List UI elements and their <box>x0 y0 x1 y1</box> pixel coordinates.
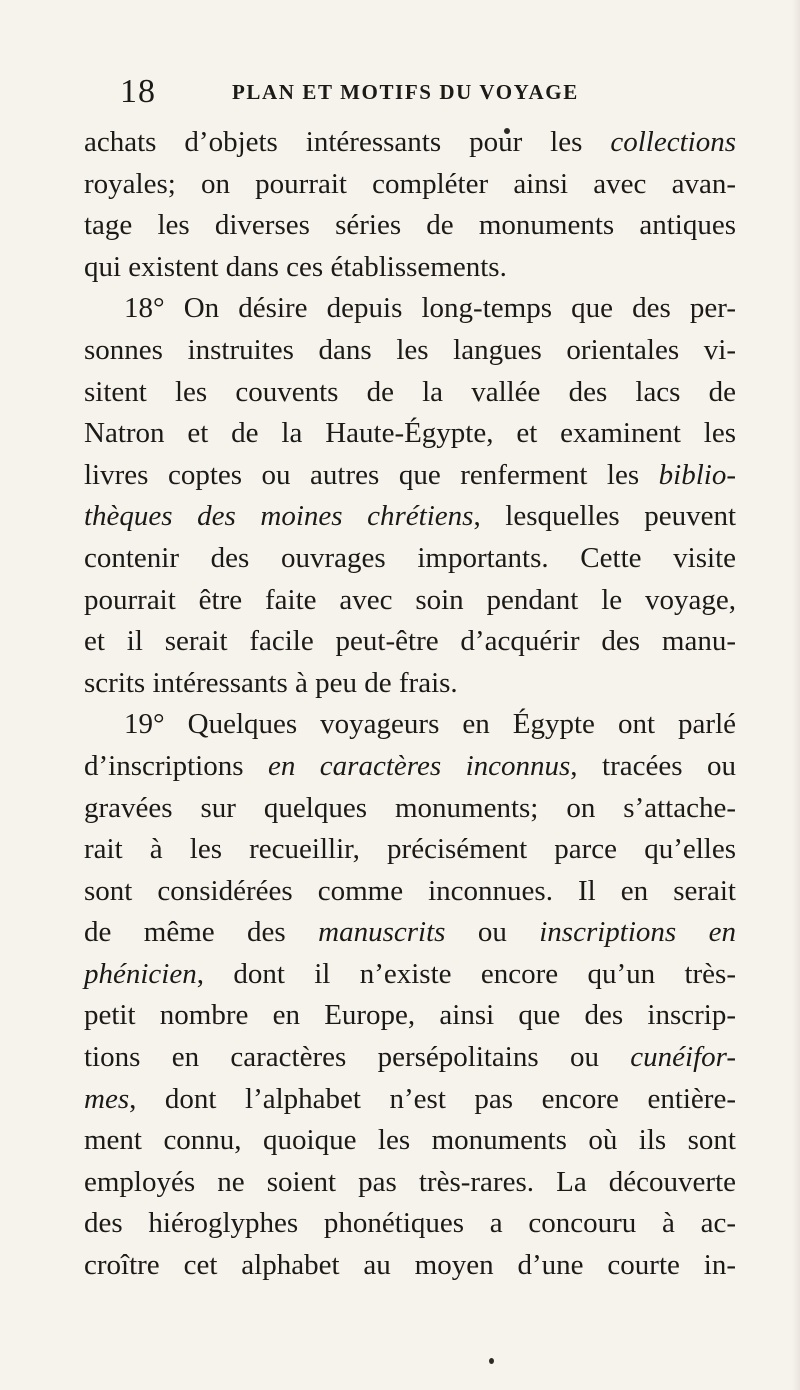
text-line <box>84 1037 736 1079</box>
text-line <box>84 122 736 164</box>
text-line <box>84 538 736 580</box>
page-number: 18 <box>120 73 156 110</box>
text-segment: petit nombre en Europe, ainsi que des inscrip- <box>84 999 736 1032</box>
text-line <box>84 580 736 622</box>
text-segment: livres coptes ou autres que renferment les <box>84 458 659 491</box>
text-line <box>84 788 736 830</box>
text-line <box>84 954 736 996</box>
text-line <box>84 704 736 746</box>
text-segment: ment connu, quoique les monuments où ils sont <box>84 1124 736 1157</box>
italic-text: biblio- <box>658 458 736 491</box>
text-segment: royales; on pourrait compléter ainsi avec avan- <box>84 167 736 200</box>
italic-text: manuscrits <box>318 916 446 949</box>
text-line <box>84 455 736 497</box>
text-line <box>84 288 736 330</box>
text-segment: , dont l’alphabet n’est pas encore entière- <box>129 1082 736 1115</box>
text-line <box>84 1079 736 1121</box>
text-line <box>84 1162 736 1204</box>
text-line <box>84 746 736 788</box>
text-line <box>84 1203 736 1245</box>
running-head: PLAN ET MOTIFS DU VOYAGE <box>232 80 579 104</box>
text-segment: pourrait être faite avec soin pendant le voyage, <box>84 583 736 616</box>
text-segment: 18° On désire depuis long-temps que des per- <box>124 292 736 325</box>
text-line <box>84 496 736 538</box>
text-line <box>84 1245 736 1287</box>
text-line <box>84 205 736 247</box>
italic-text: mes <box>84 1082 130 1115</box>
text-line <box>84 413 736 455</box>
text-line <box>84 330 736 372</box>
text-segment: , lesquelles peuvent <box>473 500 736 533</box>
italic-text: inscriptions en <box>539 916 736 949</box>
page-edge-shadow <box>792 0 800 1390</box>
text-line <box>84 871 736 913</box>
italic-text: thèques des moines chrétiens <box>84 500 474 533</box>
text-segment: sont considérées comme inconnues. Il en serait <box>84 874 736 907</box>
text-line <box>84 621 736 663</box>
italic-text: en caractères inconnus <box>267 749 571 782</box>
text-segment: contenir des ouvrages importants. Cette visite <box>84 541 736 574</box>
italic-text: collections <box>610 126 736 158</box>
text-segment: scrits intéressants à peu de frais. <box>84 666 458 699</box>
text-segment: de même des <box>84 916 319 949</box>
text-segment: qui existent dans ces établissements. <box>84 250 507 283</box>
text-segment: d’inscriptions <box>84 749 268 782</box>
text-line <box>84 372 736 414</box>
text-segment: 19° Quelques voyageurs en Égypte ont parlé <box>124 708 736 741</box>
ink-speck <box>489 1358 494 1364</box>
text-line <box>84 1120 736 1162</box>
text-segment: sonnes instruites dans les langues orientales vi- <box>84 333 736 366</box>
text-segment: tage les diverses séries de monuments antiques <box>84 209 736 242</box>
text-segment: ou <box>445 916 540 949</box>
text-line <box>84 247 736 289</box>
body-text <box>84 122 736 1287</box>
text-segment: rait à les recueillir, précisément parce qu’elles <box>84 833 736 866</box>
text-line <box>84 663 736 705</box>
text-segment: des hiéroglyphes phonétiques a concouru à ac- <box>84 1207 736 1240</box>
text-line <box>84 164 736 206</box>
text-line <box>84 829 736 871</box>
text-line <box>84 995 736 1037</box>
text-segment: et il serait facile peut-être d’acquérir des manu- <box>84 625 736 658</box>
text-segment: sitent les couvents de la vallée des lacs de <box>84 375 736 408</box>
text-segment: gravées sur quelques monuments; on s’attache- <box>84 791 736 824</box>
italic-text: phénicien <box>84 957 197 990</box>
italic-text: cunéifor- <box>630 1041 736 1074</box>
text-segment: Natron et de la Haute-Égypte, et examinent les <box>84 417 736 450</box>
text-segment: croître cet alphabet au moyen d’une courte in- <box>84 1249 736 1282</box>
text-segment: , tracées ou <box>570 749 736 782</box>
page-header <box>120 72 620 112</box>
text-segment: , dont il n’existe encore qu’un très- <box>196 957 736 990</box>
text-segment: tions en caractères persépolitains ou <box>84 1041 631 1074</box>
text-segment: employés ne soient pas très-rares. La découverte <box>84 1165 736 1198</box>
text-line <box>84 912 736 954</box>
text-segment: achats d’objets intéressants pour les <box>84 126 611 158</box>
